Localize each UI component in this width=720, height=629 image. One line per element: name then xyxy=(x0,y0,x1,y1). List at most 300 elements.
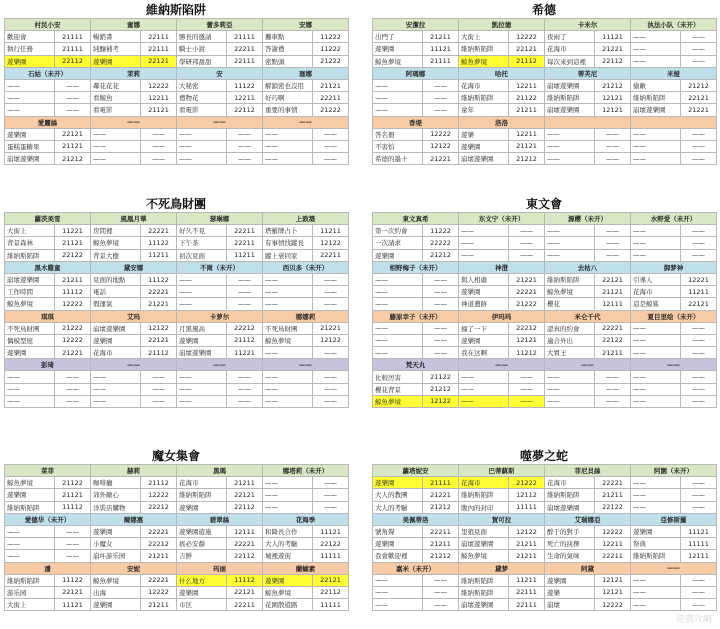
event-name-cell: 郊外敵心 xyxy=(91,489,141,501)
event-name-cell: —— xyxy=(91,395,141,407)
event-name-cell: 維納斯陷阱 xyxy=(459,586,509,598)
character-header: 菲尼貝絲 xyxy=(545,465,631,477)
event-name-cell: 維納斯陷阱 xyxy=(631,92,681,104)
event-code-cell: 22121 xyxy=(681,92,717,104)
event-name-cell: 偷敵 xyxy=(631,79,681,91)
event-name-cell: 蹤上衰同家 xyxy=(263,249,313,261)
event-name-cell: 崩壞遊樂園 xyxy=(459,538,509,550)
table-row xyxy=(5,574,349,586)
event-code-cell: 21221 xyxy=(681,104,717,116)
event-name-cell: —— xyxy=(5,371,55,383)
event-code-cell: —— xyxy=(313,140,349,152)
event-code-cell: 11112 xyxy=(55,286,91,298)
table-row xyxy=(373,225,717,237)
event-code-cell: 21121 xyxy=(55,489,91,501)
event-code-cell: 11221 xyxy=(227,347,263,359)
table-row xyxy=(5,31,349,43)
event-code-cell: 12211 xyxy=(595,538,631,550)
event-code-cell: 21212 xyxy=(595,79,631,91)
event-name-cell: 遊樂園 xyxy=(177,334,227,346)
event-code-cell: 21112 xyxy=(509,55,545,67)
event-code-cell: 21221 xyxy=(423,153,459,165)
table-header-row xyxy=(373,359,717,371)
character-header: 不崗（未开） xyxy=(177,261,263,273)
event-code-cell: 21122 xyxy=(55,477,91,489)
event-name-cell: —— xyxy=(91,128,141,140)
event-code-cell: 22221 xyxy=(509,286,545,298)
event-code-cell: 21121 xyxy=(55,140,91,152)
event-code-cell: 12211 xyxy=(227,92,263,104)
panel-title: 不死鳥財團 xyxy=(145,197,206,211)
event-code-cell: 21211 xyxy=(141,599,177,611)
event-code-cell: —— xyxy=(681,395,717,407)
event-code-cell: 12221 xyxy=(681,273,717,285)
event-name-cell: 遊樂園 xyxy=(91,525,141,537)
event-code-cell: —— xyxy=(313,128,349,140)
event-code-cell: 12222 xyxy=(55,298,91,310)
event-code-cell: 22221 xyxy=(141,574,177,586)
table-row xyxy=(5,525,349,537)
event-code-cell: —— xyxy=(55,104,91,116)
event-code-cell: —— xyxy=(681,334,717,346)
character-header: 蘭蝴素 xyxy=(263,562,349,574)
event-name-cell: 解鎖密也沒用 xyxy=(263,79,313,91)
event-name-cell: 勝長的邀請 xyxy=(177,31,227,43)
event-code-cell: 11111 xyxy=(681,538,717,550)
event-code-cell: 22112 xyxy=(227,104,263,116)
event-name-cell: —— xyxy=(545,140,595,152)
event-code-cell: 11222 xyxy=(313,43,349,55)
event-name-cell: 生命的氣味 xyxy=(545,550,595,562)
character-header: 蜜娜 xyxy=(91,19,177,31)
table-header-row xyxy=(373,513,717,525)
event-name-cell: —— xyxy=(459,225,509,237)
event-code-cell: 22222 xyxy=(423,237,459,249)
character-header: 爾娜惠 xyxy=(91,513,177,525)
event-code-cell: —— xyxy=(595,128,631,140)
event-code-cell: 21222 xyxy=(509,477,545,489)
event-code-cell: 12222 xyxy=(55,334,91,346)
table-row xyxy=(5,586,349,598)
event-name-cell: 維納斯陷阱 xyxy=(5,501,55,513)
event-name-cell: —— xyxy=(91,371,141,383)
event-name-cell: —— xyxy=(263,347,313,359)
event-name-cell: —— xyxy=(373,79,423,91)
table-row xyxy=(373,140,717,152)
table-row xyxy=(5,347,349,359)
character-header: 米仑千代 xyxy=(545,310,631,322)
character-table xyxy=(372,464,717,611)
character-header: 石姑（未开） xyxy=(5,67,91,79)
character-header: —— xyxy=(91,116,177,128)
event-name-cell: 崩壞遊樂園 xyxy=(545,104,595,116)
event-code-cell: —— xyxy=(681,153,717,165)
event-name-cell: —— xyxy=(263,383,313,395)
table-row xyxy=(373,128,717,140)
event-name-cell: 死亡的抉擇 xyxy=(545,538,595,550)
event-code-cell: —— xyxy=(595,225,631,237)
event-code-cell: 22122 xyxy=(55,249,91,261)
event-code-cell: 21212 xyxy=(423,550,459,562)
event-code-cell: 21211 xyxy=(509,550,545,562)
event-name-cell: —— xyxy=(91,383,141,395)
event-code-cell: 12121 xyxy=(595,586,631,598)
event-name-cell: 比較厉害 xyxy=(373,371,423,383)
panel-title: 魔女集會 xyxy=(151,449,200,463)
event-code-cell: —— xyxy=(509,225,545,237)
table-header-row xyxy=(373,465,717,477)
event-code-cell: —— xyxy=(681,489,717,501)
event-name-cell: 遊樂園 xyxy=(631,525,681,537)
event-code-cell: 12121 xyxy=(595,104,631,116)
event-code-cell: 22121 xyxy=(55,128,91,140)
panel-dongwen xyxy=(372,196,716,408)
event-name-cell: 洋裝店購物 xyxy=(91,501,141,513)
event-name-cell: 大街上 xyxy=(5,599,55,611)
table-row xyxy=(373,525,717,537)
event-code-cell: 12121 xyxy=(509,334,545,346)
event-code-cell: 12122 xyxy=(141,322,177,334)
event-name-cell: —— xyxy=(631,237,681,249)
event-name-cell: 答名冊 xyxy=(373,128,423,140)
event-name-cell: 腹內的封印 xyxy=(459,501,509,513)
event-name-cell: 不死鳥財團 xyxy=(5,322,55,334)
event-name-cell: 崩壞遊樂園 xyxy=(459,153,509,165)
event-name-cell: —— xyxy=(631,574,681,586)
character-header: 凱拉德 xyxy=(459,19,545,31)
event-name-cell: 大人的考驗 xyxy=(373,501,423,513)
event-name-cell: 房間裡 xyxy=(91,225,141,237)
event-code-cell: 21121 xyxy=(141,104,177,116)
event-code-cell: —— xyxy=(681,477,717,489)
event-code-cell: 22111 xyxy=(227,55,263,67)
event-name-cell: 鯨魚夢境 xyxy=(91,574,141,586)
event-name-cell: —— xyxy=(631,501,681,513)
character-header: 珈娜 xyxy=(263,67,349,79)
event-name-cell: —— xyxy=(545,383,595,395)
event-name-cell: —— xyxy=(177,128,227,140)
event-code-cell: 11221 xyxy=(55,225,91,237)
event-name-cell: 遊樂園 xyxy=(177,501,227,513)
table-row xyxy=(373,477,717,489)
event-code-cell: 22211 xyxy=(227,599,263,611)
event-code-cell: 21221 xyxy=(595,43,631,55)
event-code-cell: 11121 xyxy=(423,43,459,55)
character-header: 阿黛 xyxy=(545,562,631,574)
character-table xyxy=(4,212,349,408)
table-row xyxy=(373,92,717,104)
event-code-cell: 12122 xyxy=(313,237,349,249)
event-name-cell: —— xyxy=(5,538,55,550)
event-name-cell: —— xyxy=(5,79,55,91)
event-name-cell: —— xyxy=(631,31,681,43)
table-row xyxy=(5,286,349,298)
event-code-cell: 12222 xyxy=(509,31,545,43)
character-header: —— xyxy=(91,359,177,371)
event-name-cell: 崩壞遊樂園 xyxy=(91,322,141,334)
event-name-cell: 鯨魚夢境 xyxy=(373,55,423,67)
character-header: 黑瑪 xyxy=(177,465,263,477)
character-header: —— xyxy=(631,359,717,371)
character-header: —— xyxy=(263,359,349,371)
event-name-cell: —— xyxy=(631,599,681,611)
character-header: 娜塔莉（未开） xyxy=(263,465,349,477)
character-table xyxy=(4,18,349,165)
event-name-cell: —— xyxy=(263,153,313,165)
event-code-cell: 22221 xyxy=(141,525,177,537)
character-header: 上敦築 xyxy=(263,213,349,225)
event-name-cell: 花海市 xyxy=(459,477,509,489)
character-header: 艾玛 xyxy=(91,310,177,322)
event-code-cell: 21111 xyxy=(55,31,91,43)
event-code-cell: —— xyxy=(681,140,717,152)
table-row xyxy=(373,104,717,116)
event-code-cell: 21221 xyxy=(509,273,545,285)
event-code-cell: —— xyxy=(423,322,459,334)
event-name-cell: 維納斯陷阱 xyxy=(545,489,595,501)
event-code-cell: —— xyxy=(55,550,91,562)
event-code-cell: 12122 xyxy=(423,395,459,407)
event-code-cell: 11222 xyxy=(313,31,349,43)
event-code-cell: 22121 xyxy=(55,586,91,598)
character-header: 茉莉 xyxy=(91,67,177,79)
event-name-cell: 我在这啊 xyxy=(459,347,509,359)
table-header-row xyxy=(5,67,349,79)
event-name-cell: 號角聲 xyxy=(373,525,423,537)
event-name-cell: —— xyxy=(459,371,509,383)
event-code-cell: —— xyxy=(423,273,459,285)
event-code-cell: —— xyxy=(141,383,177,395)
character-header: 相野梅子（未开） xyxy=(373,261,459,273)
event-code-cell: 21211 xyxy=(423,538,459,550)
event-code-cell: 11121 xyxy=(55,599,91,611)
character-header: 娜娜莉 xyxy=(263,310,349,322)
event-code-cell: —— xyxy=(423,586,459,598)
table-row xyxy=(373,538,717,550)
event-name-cell: —— xyxy=(5,383,55,395)
event-name-cell: —— xyxy=(263,477,313,489)
event-code-cell: —— xyxy=(55,525,91,537)
event-name-cell: 遊樂園 xyxy=(373,477,423,489)
event-name-cell: 鯨魚夢境 xyxy=(545,286,595,298)
table-row xyxy=(5,92,349,104)
event-name-cell: 搖必安靜 xyxy=(177,538,227,550)
character-header: 卡萝尔 xyxy=(177,310,263,322)
table-header-row xyxy=(5,465,349,477)
event-code-cell: —— xyxy=(681,249,717,261)
character-header: —— xyxy=(263,116,349,128)
event-code-cell: 22112 xyxy=(55,55,91,67)
event-code-cell: 12111 xyxy=(681,550,717,562)
character-header: 玛丽 xyxy=(177,562,263,574)
table-row xyxy=(373,550,717,562)
event-code-cell: 12122 xyxy=(423,140,459,152)
event-name-cell: —— xyxy=(631,140,681,152)
event-code-cell: 22121 xyxy=(313,574,349,586)
event-name-cell: 遊樂園 xyxy=(373,249,423,261)
event-name-cell: 遊樂園 xyxy=(91,334,141,346)
table-header-row xyxy=(373,261,717,273)
character-header: 美佩蒂洛 xyxy=(373,513,459,525)
event-code-cell: 21122 xyxy=(509,92,545,104)
event-name-cell: 鄰花花花 xyxy=(91,79,141,91)
event-code-cell: —— xyxy=(55,371,91,383)
event-code-cell: 12121 xyxy=(595,574,631,586)
event-name-cell: —— xyxy=(459,249,509,261)
character-header: 去枯八 xyxy=(545,261,631,273)
character-header: —— xyxy=(177,116,263,128)
event-code-cell: —— xyxy=(681,225,717,237)
table-row xyxy=(5,104,349,116)
event-name-cell: 大人的考驗 xyxy=(263,538,313,550)
table-row xyxy=(5,322,349,334)
table-header-row xyxy=(5,213,349,225)
event-name-cell: 市区 xyxy=(177,599,227,611)
event-code-cell: 21211 xyxy=(595,347,631,359)
event-code-cell: —— xyxy=(681,574,717,586)
character-header: 巴蒂蘇斯 xyxy=(459,465,545,477)
event-name-cell: —— xyxy=(91,153,141,165)
event-name-cell: —— xyxy=(373,322,423,334)
event-code-cell: 11122 xyxy=(55,574,91,586)
event-name-cell: 這是鯨鯊 xyxy=(631,298,681,310)
event-name-cell: 禮物花 xyxy=(177,92,227,104)
table-row xyxy=(373,43,717,55)
event-code-cell: —— xyxy=(423,298,459,310)
event-code-cell: —— xyxy=(595,371,631,383)
table-row xyxy=(373,153,717,165)
event-name-cell: 撞了一下 xyxy=(459,322,509,334)
event-code-cell: —— xyxy=(227,286,263,298)
event-name-cell: 遊樂園 xyxy=(263,574,313,586)
event-code-cell: 21112 xyxy=(141,347,177,359)
event-code-cell: —— xyxy=(227,140,263,152)
event-name-cell: —— xyxy=(545,371,595,383)
event-code-cell: 22121 xyxy=(141,334,177,346)
character-header: 黑木雞童 xyxy=(5,261,91,273)
event-name-cell: 假運氣 xyxy=(91,298,141,310)
event-code-cell: —— xyxy=(423,574,459,586)
event-name-cell: 櫻花 xyxy=(545,298,595,310)
character-header: —— xyxy=(177,359,263,371)
event-name-cell: —— xyxy=(373,586,423,598)
event-code-cell: —— xyxy=(313,383,349,395)
event-name-cell: 鯨魚夢境 xyxy=(459,550,509,562)
event-code-cell: 22211 xyxy=(313,92,349,104)
event-name-cell: —— xyxy=(631,55,681,67)
table-row xyxy=(373,489,717,501)
event-code-cell: 11112 xyxy=(227,574,263,586)
event-code-cell: 22121 xyxy=(227,489,263,501)
character-header: 安妮 xyxy=(91,562,177,574)
event-code-cell: —— xyxy=(227,383,263,395)
event-name-cell: 維納斯陷阱 xyxy=(545,273,595,285)
character-header: 香堤 xyxy=(373,116,459,128)
event-name-cell: 有事情找蹤長 xyxy=(263,237,313,249)
event-name-cell: —— xyxy=(631,347,681,359)
event-name-cell: 塔羅牌占卜 xyxy=(263,225,313,237)
character-header: 西贝多（未开） xyxy=(263,261,349,273)
event-code-cell: 21221 xyxy=(141,298,177,310)
table-row xyxy=(373,286,717,298)
event-name-cell: —— xyxy=(373,347,423,359)
event-name-cell: 維納斯陷阱 xyxy=(459,574,509,586)
character-table xyxy=(4,464,349,611)
event-code-cell: 21221 xyxy=(55,347,91,359)
event-name-cell: —— xyxy=(373,273,423,285)
event-name-cell: 遊樂 xyxy=(545,586,595,598)
character-header: —— xyxy=(459,359,545,371)
event-code-cell: 21212 xyxy=(509,153,545,165)
panel-title: 東文會 xyxy=(525,197,562,211)
character-header: 彭琦 xyxy=(5,359,91,371)
event-code-cell: 12112 xyxy=(509,489,545,501)
table-row xyxy=(373,55,717,67)
panel-title: 希德 xyxy=(531,3,556,17)
event-name-cell: —— xyxy=(177,383,227,395)
panel-witch xyxy=(4,448,348,611)
table-row xyxy=(5,334,349,346)
event-name-cell: 維納斯陷阱 xyxy=(459,92,509,104)
event-code-cell: —— xyxy=(423,92,459,104)
table-row xyxy=(373,334,717,346)
event-code-cell: —— xyxy=(681,501,717,513)
event-name-cell: 好巧啊 xyxy=(263,92,313,104)
table-row xyxy=(5,395,349,407)
event-code-cell: 22221 xyxy=(141,225,177,237)
event-name-cell: 崩壞 xyxy=(545,599,595,611)
character-header: 蒂芙尼 xyxy=(545,67,631,79)
event-code-cell: 21212 xyxy=(423,501,459,513)
event-name-cell: 花海市 xyxy=(545,43,595,55)
event-name-cell: —— xyxy=(373,92,423,104)
event-name-cell: 維納斯陷阱 xyxy=(177,489,227,501)
event-name-cell: 鯨魚夢境 xyxy=(91,237,141,249)
event-code-cell: —— xyxy=(227,371,263,383)
event-name-cell: 城裡遊街 xyxy=(263,550,313,562)
character-header: 源樱（未开） xyxy=(545,213,631,225)
event-name-cell: 答謝禮 xyxy=(263,43,313,55)
event-code-cell: —— xyxy=(509,249,545,261)
event-code-cell: 22121 xyxy=(509,43,545,55)
event-name-cell: —— xyxy=(177,140,227,152)
character-header: 蕾多莉亞 xyxy=(177,19,263,31)
event-name-cell: 崩壞遊樂園 xyxy=(5,273,55,285)
event-code-cell: 22121 xyxy=(141,55,177,67)
event-name-cell: 大街上 xyxy=(5,225,55,237)
event-name-cell: —— xyxy=(459,395,509,407)
event-name-cell: 學研邦甜甜 xyxy=(177,55,227,67)
table-row xyxy=(373,599,717,611)
event-name-cell: —— xyxy=(263,273,313,285)
event-code-cell: 22211 xyxy=(423,525,459,537)
event-name-cell: 遊樂園 xyxy=(5,128,55,140)
event-name-cell: 密點頭 xyxy=(263,55,313,67)
event-code-cell: 22221 xyxy=(227,538,263,550)
event-code-cell: —— xyxy=(595,140,631,152)
event-name-cell: 大秘密 xyxy=(177,79,227,91)
event-code-cell: —— xyxy=(227,395,263,407)
event-name-cell: —— xyxy=(177,395,227,407)
event-code-cell: 22121 xyxy=(227,586,263,598)
event-name-cell: —— xyxy=(545,128,595,140)
event-code-cell: 21211 xyxy=(509,104,545,116)
event-code-cell: —— xyxy=(681,586,717,598)
table-row xyxy=(5,371,349,383)
event-name-cell: —— xyxy=(459,383,509,395)
event-name-cell: 鯨魚夢境 xyxy=(263,334,313,346)
event-code-cell: —— xyxy=(681,237,717,249)
